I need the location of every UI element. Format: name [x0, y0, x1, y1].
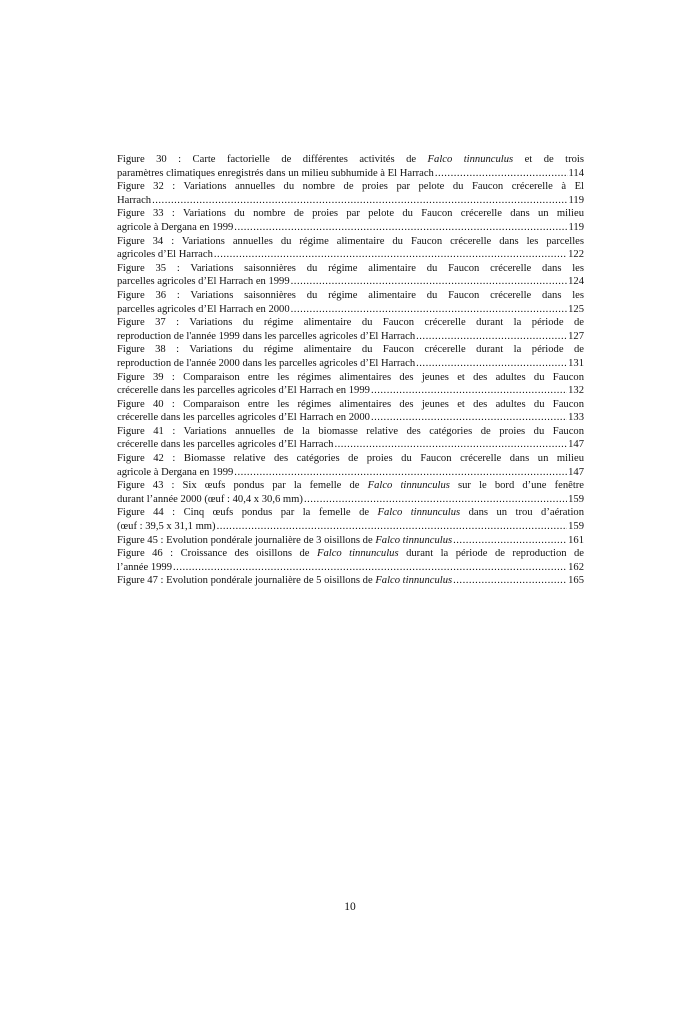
toc-page-number: 162	[568, 561, 584, 573]
toc-page-number: 161	[568, 534, 584, 546]
toc-entry[interactable]	[117, 180, 584, 207]
dot-leader	[371, 411, 567, 425]
dot-leader	[291, 303, 567, 317]
toc-entry-title-line: Figure 36 : Variations saisonnières du régime alimentaire du Faucon crécerelle dans les	[117, 289, 584, 301]
toc-entry-title-end: paramètres climatiques enregistrés dans un milieu subhumide à El Harrach	[117, 167, 434, 179]
toc-entry-title-end: agricole à Dergana en 1999	[117, 466, 234, 478]
toc-page-number: 165	[568, 575, 584, 587]
toc-entry-title-line: Figure 41 : Variations annuelles de la biomasse relative des catégories de proies du Faucon	[117, 425, 584, 437]
toc-page-number: 159	[568, 521, 584, 533]
toc-entry-title-end: l’année 1999	[117, 561, 173, 573]
toc-page-number: 132	[568, 385, 584, 397]
toc-entry[interactable]	[117, 574, 584, 588]
toc-entry-title-line: Figure 33 : Variations du nombre de proies par pelote du Faucon crécerelle dans un milieu	[117, 208, 584, 220]
dot-leader	[217, 520, 568, 534]
dot-leader	[234, 221, 567, 235]
toc-page-number: 159	[568, 493, 584, 505]
species-name: Falco tinnunculus	[375, 534, 453, 546]
dot-leader	[234, 466, 567, 480]
toc-entry[interactable]	[117, 425, 584, 452]
toc-entry-title-line: Figure 40 : Comparaison entre les régimes alimentaires des jeunes et des adultes du Faucon	[117, 398, 584, 410]
toc-entry-title-end: parcelles agricoles d’El Harrach en 2000	[117, 303, 290, 315]
toc-page-number: 147	[568, 466, 584, 478]
dot-leader	[435, 167, 568, 181]
toc-entry-title-end: crécerelle dans les parcelles agricoles d’El Harrach	[117, 439, 334, 451]
toc-page-number: 125	[568, 303, 584, 315]
toc-entry-title-line: Figure 35 : Variations saisonnières du régime alimentaire du Faucon crécerelle dans les	[117, 262, 584, 274]
toc-entry[interactable]	[117, 547, 584, 574]
toc-entry[interactable]	[117, 371, 584, 398]
toc-entry[interactable]	[117, 343, 584, 370]
toc-page-number: 127	[568, 330, 584, 342]
toc-entry-title-end: reproduction de l'année 1999 dans les parcelles agricoles d’El Harrach	[117, 330, 416, 342]
toc-page-number: 119	[568, 194, 584, 206]
toc-entry-title-end: parcelles agricoles d’El Harrach en 1999	[117, 276, 290, 288]
toc-entry-title-line: Figure 43 : Six œufs pondus par la femelle de Falco tinnunculus sur le bord d’une fenêtre	[117, 480, 585, 492]
toc-entry-title-end: agricoles d’El Harrach	[117, 249, 213, 261]
toc-entry[interactable]	[117, 534, 584, 548]
page-number: 10	[344, 901, 356, 913]
dot-leader	[416, 357, 567, 371]
dot-leader	[371, 384, 567, 398]
toc-entry-title-end: crécerelle dans les parcelles agricoles d’El Harrach en 2000	[117, 412, 370, 424]
toc-entry[interactable]	[117, 262, 584, 289]
dot-leader	[334, 438, 567, 452]
toc-entry-title-line: Figure 44 : Cinq œufs pondus par la femelle de Falco tinnunculus dans un trou d’aération	[117, 507, 584, 519]
toc-page-number: 122	[568, 249, 584, 261]
toc-entry[interactable]	[117, 153, 584, 180]
toc-entry-title-line: Figure 39 : Comparaison entre les régimes alimentaires des jeunes et des adultes du Faucon	[117, 371, 584, 383]
toc-entry[interactable]	[117, 452, 584, 479]
dot-leader	[214, 248, 567, 262]
dot-leader	[453, 534, 567, 548]
species-name: Falco tinnunculus	[427, 154, 514, 165]
toc-entry[interactable]	[117, 289, 584, 316]
toc-entry-title-line: Figure 32 : Variations annuelles du nombre de proies par pelote du Faucon crécerelle à El	[117, 181, 584, 193]
species-name: Falco tinnunculus	[377, 507, 461, 519]
toc-entry-title-end: Harrach	[117, 194, 152, 206]
toc-page-number: 131	[568, 357, 584, 369]
toc-entry-title-line: Figure 38 : Variations du régime alimentaire du Faucon crécerelle durant la période de	[117, 344, 584, 356]
toc-entry[interactable]	[117, 235, 584, 262]
toc-entry-title-end: agricole à Dergana en 1999	[117, 221, 234, 233]
toc-page-number: 114	[568, 167, 584, 179]
toc-page-number: 147	[568, 439, 584, 451]
species-name: Falco tinnunculus	[316, 548, 399, 560]
toc-entry-title-end: Figure 47 : Evolution pondérale journalière de 5 oisillons de Falco tinnunculus	[117, 575, 453, 587]
toc-entry-title-line: Figure 30 : Carte factorielle de différentes activités de Falco tinnunculus et de trois	[117, 154, 584, 165]
dot-leader	[304, 493, 567, 507]
species-name: Falco tinnunculus	[375, 575, 453, 587]
toc-entry-title-line: Figure 42 : Biomasse relative des catégories de proies du Faucon crécerelle dans un milieu	[117, 453, 584, 465]
dot-leader	[453, 574, 567, 588]
toc-page-number: 119	[568, 221, 584, 233]
toc-entry-title-end: (œuf : 39,5 x 31,1 mm)	[117, 521, 216, 533]
toc-page-number: 124	[568, 276, 584, 288]
species-name: Falco tinnunculus	[367, 480, 450, 492]
toc-entry[interactable]	[117, 506, 584, 533]
dot-leader	[152, 194, 567, 208]
toc-entry-title-end: durant l’année 2000 (œuf : 40,4 x 30,6 mm)	[117, 493, 303, 505]
dot-leader	[173, 561, 567, 575]
dot-leader	[416, 330, 567, 344]
toc-page-number: 133	[568, 412, 584, 424]
toc-entry-title-end: crécerelle dans les parcelles agricoles d’El Harrach en 1999	[117, 385, 370, 397]
toc-entry-title-line: Figure 34 : Variations annuelles du régime alimentaire du Faucon crécerelle dans les parcelles	[117, 235, 584, 247]
toc-entry-title-end: Figure 45 : Evolution pondérale journalière de 3 oisillons de Falco tinnunculus	[117, 534, 453, 546]
toc-entry-title-line: Figure 37 : Variations du régime alimentaire du Faucon crécerelle durant la période de	[117, 317, 584, 329]
toc-entry[interactable]	[117, 398, 584, 425]
table-of-figures	[117, 153, 584, 588]
toc-entry[interactable]	[117, 479, 584, 506]
toc-entry[interactable]	[117, 316, 584, 343]
toc-entry-title-end: reproduction de l'année 2000 dans les parcelles agricoles d’El Harrach	[117, 357, 416, 369]
dot-leader	[291, 275, 567, 289]
toc-entry[interactable]	[117, 207, 584, 234]
toc-entry-title-line: Figure 46 : Croissance des oisillons de Falco tinnunculus durant la période de reproduction de	[117, 548, 585, 560]
